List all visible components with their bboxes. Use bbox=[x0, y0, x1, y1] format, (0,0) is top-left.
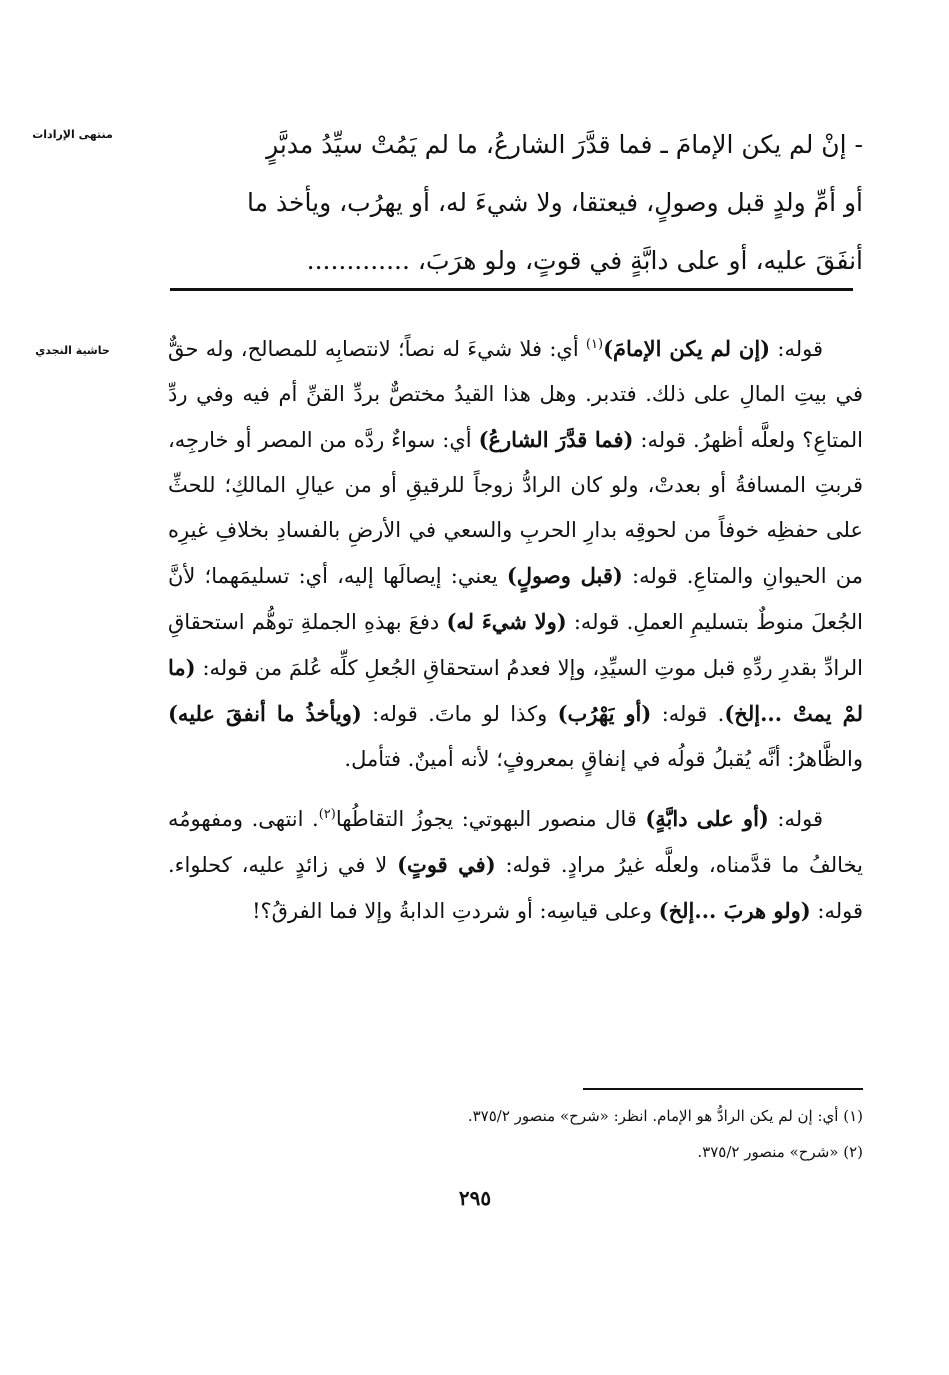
footnote-ref[interactable]: (٢) bbox=[318, 807, 336, 822]
quoted-phrase: (إن لم يكن الإمامَ) bbox=[603, 336, 771, 361]
section-divider bbox=[170, 288, 853, 291]
matn-line: - إنْ لم يكن الإمامَ ـ فما قدَّرَ الشارعُ، ما لم يَمُتْ سيِّدُ مدبَّرٍ bbox=[266, 130, 863, 159]
footnotes bbox=[300, 1098, 863, 1170]
text-run: لا في زائدٍ عليه، كحلواء. قوله: bbox=[168, 853, 863, 923]
commentary-paragraph bbox=[168, 322, 863, 782]
footnote-ref[interactable]: (١) bbox=[585, 337, 604, 352]
quoted-phrase: (أو على دابَّةٍ) bbox=[645, 806, 769, 831]
matn-text-block bbox=[168, 116, 863, 290]
quoted-phrase: (ويأخذُ ما أنفقَ عليه) bbox=[168, 701, 362, 726]
text-run: قوله: bbox=[768, 807, 824, 831]
footnote: (١) أي: إن لم يكن الرادُّ هو الإمام. انظر: «شرح» منصور ٣٧٥/٢. bbox=[467, 1107, 863, 1125]
text-run: قال منصور البهوتي: يجوزُ التقاطُها bbox=[335, 807, 646, 831]
text-run: قوله: bbox=[770, 337, 823, 361]
text-run: أي: فلا شيءَ له نصاً؛ لانتصابِه للمصالح، وله حقٌّ في بيتِ المالِ على ذلك. فتدبر. وهل هذا القيدُ مختصٌّ بردِّ القنِّ أم فيه وفي ردِّ المتاعِ؟ ولعلَّه أظهرُ. قوله: bbox=[168, 337, 863, 452]
footnote: (٢) «شرح» منصور ٣٧٥/٢. bbox=[697, 1143, 863, 1161]
text-run: والظَّاهرُ: أنَّه يُقبلُ قولُه في إنفاقٍ بمعروفٍ؛ لأنه أمينٌ. فتأمل. bbox=[344, 747, 863, 771]
text-run: . قوله: bbox=[651, 702, 725, 726]
quoted-phrase: (ما لمْ يمتْ ...إلخ) bbox=[168, 655, 863, 726]
matn-line: أو أمِّ ولدٍ قبل وصولٍ، فيعتقا، ولا شيءَ له، أو يهرُب، ويأخذ ما bbox=[246, 188, 863, 217]
quoted-phrase: (فما قدَّرَ الشارعُ) bbox=[478, 427, 634, 452]
quoted-phrase: (ولا شيءَ له) bbox=[446, 609, 567, 634]
text-run: وكذا لو ماتَ. قوله: bbox=[361, 702, 558, 726]
commentary-block bbox=[168, 322, 863, 934]
text-run: دفعَ بهذهِ الجملةِ توهُّم استحقاقِ الرادِّ بقدرِ ردِّهِ قبل موتِ السيِّدِ، وإلا فعدمُ استحقاقِ الجُعلِ كلِّه عُلمَ من قوله: bbox=[168, 610, 863, 680]
matn-side-label: منتهى الإرادات bbox=[32, 128, 113, 141]
page-number: ٢٩٥ bbox=[458, 1186, 492, 1210]
text-run: أي: سواءٌ ردَّه من المصر أو خارجِه، قربتِ المسافةُ أو بعدتْ، ولو كان الرادُّ زوجاً للرقيقِ أو من عيالِ المالكِ؛ للحثِّ على حفظِه خوفاً من لحوقِه بدارِ الحربِ والسعي في الأرضِ بالفسادِ بخلافِ غيرِه من الحيوانِ والمتاعِ. قوله: bbox=[168, 428, 864, 588]
text-run: وعلى قياسِه: أو شردتِ الدابةُ وإلا فما الفرقُ؟! bbox=[252, 899, 659, 923]
quoted-phrase: (ولو هربَ ...إلخ) bbox=[658, 898, 811, 923]
commentary-paragraph bbox=[168, 792, 863, 934]
quoted-phrase: (قبل وصولٍ) bbox=[506, 563, 623, 588]
matn-line: أنفَقَ عليه، أو على دابَّةٍ في قوتٍ، ولو هرَبَ، ............. bbox=[306, 246, 863, 275]
text-run: يعني: إيصالَها إليه، أي: تسليمَهما؛ لأنَّ الجُعلَ منوطٌ بتسليمِ العملِ. قوله: bbox=[168, 564, 864, 634]
sharh-side-label: حاشية النجدي bbox=[35, 344, 110, 357]
footnote-divider bbox=[583, 1088, 863, 1090]
quoted-phrase: (أو يَهْرُب) bbox=[557, 701, 652, 726]
text-run: . انتهى. ومفهومُه يخالفُ ما قدَّمناه، ولعلَّه غيرُ مرادٍ. قوله: bbox=[168, 807, 863, 877]
quoted-phrase: (في قوتٍ) bbox=[397, 852, 496, 877]
